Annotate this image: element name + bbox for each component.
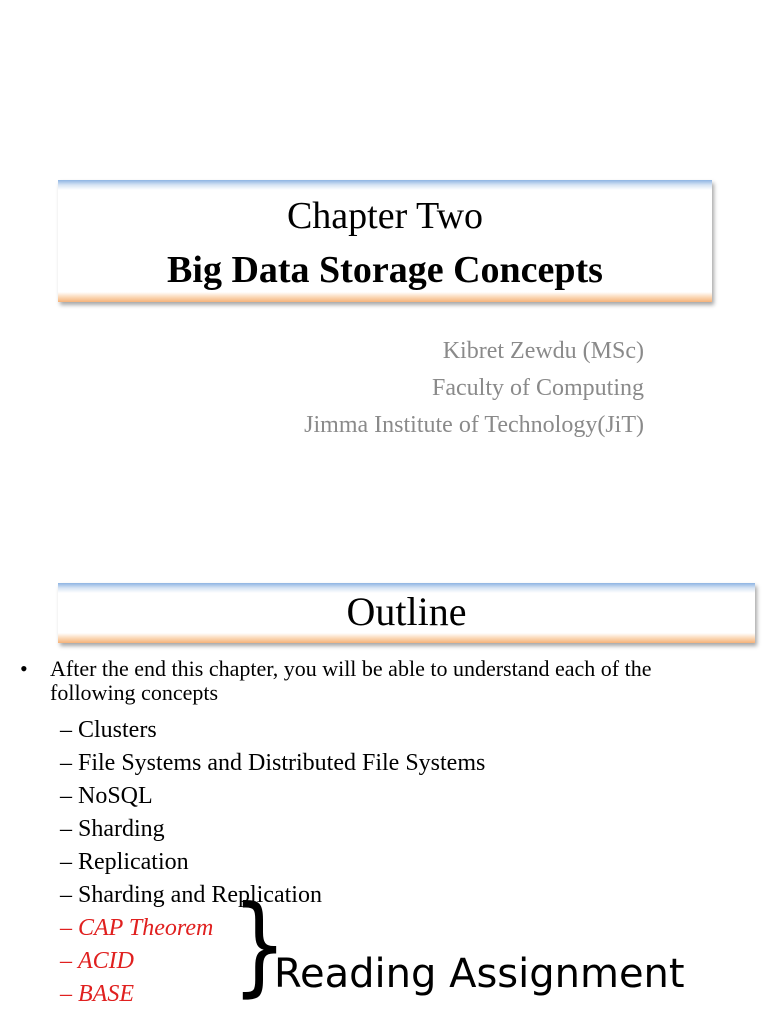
author-block (304, 333, 644, 444)
outline-slide (0, 536, 768, 1024)
curly-brace-icon: } (232, 883, 287, 1008)
bullet-icon: • (20, 656, 28, 681)
dash-icon: – (60, 750, 72, 776)
list-item (60, 846, 485, 879)
chapter-label: Chapter Two (286, 195, 484, 237)
title-banner (58, 180, 712, 302)
list-item-label: Sharding (78, 816, 165, 842)
author-faculty: Faculty of Computing (432, 375, 644, 401)
list-item-label: Replication (78, 849, 189, 875)
dash-icon: – (60, 783, 72, 809)
list-item-label: Sharding and Replication (78, 882, 322, 908)
outline-banner (58, 583, 755, 643)
author-institute: Jimma Institute of Technology(JiT) (304, 412, 644, 438)
dash-icon: – (60, 882, 72, 908)
list-item-label: BASE (78, 981, 134, 1007)
dash-icon: – (60, 849, 72, 875)
intro-text: After the end this chapter, you will be able to understand each of the following concepts (50, 656, 652, 705)
dash-icon: – (60, 816, 72, 842)
author-name: Kibret Zewdu (MSc) (442, 338, 644, 364)
intro-bullet (20, 657, 740, 705)
dash-icon: – (60, 948, 72, 974)
chapter-title: Big Data Storage Concepts (167, 249, 603, 291)
list-item (60, 747, 485, 780)
dash-icon: – (60, 717, 72, 743)
list-item-label: ACID (78, 948, 134, 974)
dash-icon: – (60, 981, 72, 1007)
list-item-label: CAP Theorem (78, 915, 214, 941)
list-item-label: File Systems and Distributed File Systems (78, 750, 486, 776)
list-item-label: Clusters (78, 717, 157, 743)
outline-title: Outline (346, 589, 467, 634)
reading-assignment-note: Reading Assignment (274, 951, 685, 997)
list-item-label: NoSQL (78, 783, 153, 809)
list-item (60, 813, 485, 846)
dash-icon: – (60, 915, 72, 941)
list-item (60, 714, 485, 747)
list-item (60, 780, 485, 813)
